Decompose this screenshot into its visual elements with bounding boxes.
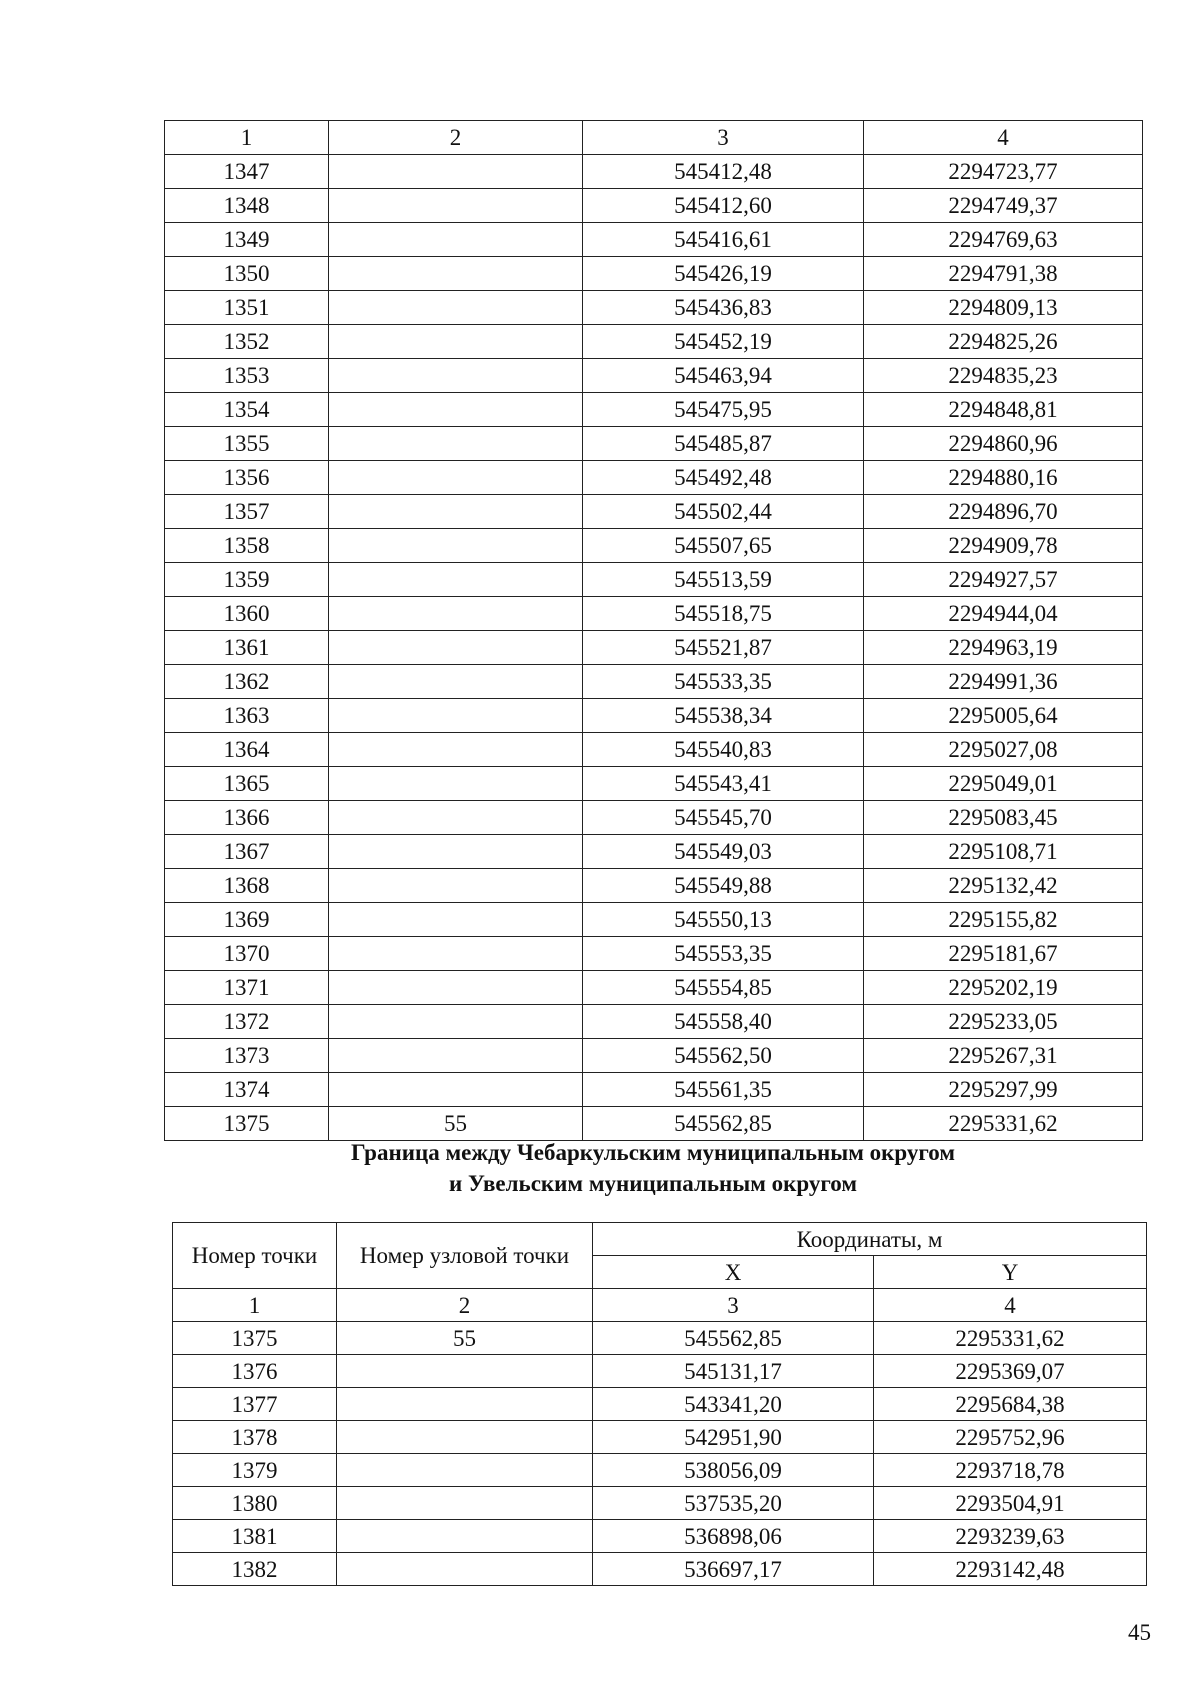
point-number-cell: 1369: [165, 903, 329, 937]
node-point-cell: [337, 1454, 593, 1487]
table-row: [165, 257, 1143, 291]
y-coordinate-cell: 2294896,70: [864, 495, 1143, 529]
y-coordinate-cell: 2293504,91: [874, 1487, 1147, 1520]
point-number-cell: 1374: [165, 1073, 329, 1107]
y-coordinate-cell: 2293142,48: [874, 1553, 1147, 1586]
node-point-cell: [329, 495, 583, 529]
point-number-cell: 1357: [165, 495, 329, 529]
table-row: [165, 801, 1143, 835]
node-point-cell: [329, 631, 583, 665]
point-number-cell: 1372: [165, 1005, 329, 1039]
table-row: [165, 461, 1143, 495]
y-coordinate-cell: 2295027,08: [864, 733, 1143, 767]
column-number: 4: [864, 121, 1143, 155]
table-row: [165, 767, 1143, 801]
page-number: 45: [1128, 1620, 1151, 1645]
point-number-cell: 1361: [165, 631, 329, 665]
table-row: [165, 699, 1143, 733]
node-point-cell: [329, 257, 583, 291]
point-number-cell: 1377: [173, 1388, 337, 1421]
x-coordinate-cell: 537535,20: [593, 1487, 874, 1520]
x-coordinate-cell: 545475,95: [583, 393, 864, 427]
y-coordinate-cell: 2294927,57: [864, 563, 1143, 597]
x-coordinate-cell: 545549,88: [583, 869, 864, 903]
table-row: [165, 495, 1143, 529]
point-number-cell: 1355: [165, 427, 329, 461]
table-row: [165, 393, 1143, 427]
x-coordinate-cell: 545436,83: [583, 291, 864, 325]
y-coordinate-cell: 2294848,81: [864, 393, 1143, 427]
y-coordinate-cell: 2295369,07: [874, 1355, 1147, 1388]
table-row: [165, 1005, 1143, 1039]
table-row: [173, 1388, 1147, 1421]
node-point-cell: [337, 1553, 593, 1586]
y-coordinate-cell: 2295233,05: [864, 1005, 1143, 1039]
table-row: [165, 291, 1143, 325]
x-coordinate-cell: 543341,20: [593, 1388, 874, 1421]
node-point-cell: [329, 223, 583, 257]
y-coordinate-cell: 2295005,64: [864, 699, 1143, 733]
column-number: 1: [165, 121, 329, 155]
node-point-cell: [337, 1520, 593, 1553]
table-row: [165, 359, 1143, 393]
y-coordinate-cell: 2294749,37: [864, 189, 1143, 223]
table-row: [173, 1520, 1147, 1553]
point-number-cell: 1348: [165, 189, 329, 223]
node-point-cell: [329, 1073, 583, 1107]
x-coordinate-cell: 538056,09: [593, 1454, 874, 1487]
node-point-cell: [329, 427, 583, 461]
point-number-cell: 1380: [173, 1487, 337, 1520]
node-point-cell: [329, 189, 583, 223]
x-coordinate-cell: 536898,06: [593, 1520, 874, 1553]
point-number-cell: 1367: [165, 835, 329, 869]
table-row: [165, 903, 1143, 937]
node-point-cell: [329, 937, 583, 971]
table-row: [173, 1421, 1147, 1454]
y-coordinate-cell: 2295331,62: [864, 1107, 1143, 1141]
node-point-cell: [329, 903, 583, 937]
x-coordinate-cell: 545538,34: [583, 699, 864, 733]
x-coordinate-cell: 545540,83: [583, 733, 864, 767]
node-point-cell: [337, 1355, 593, 1388]
x-coordinate-cell: 545518,75: [583, 597, 864, 631]
x-coordinate-cell: 545412,60: [583, 189, 864, 223]
node-point-cell: 55: [329, 1107, 583, 1141]
boundary-coordinates-table: [172, 1222, 1147, 1586]
x-coordinate-cell: 545502,44: [583, 495, 864, 529]
header-x: X: [593, 1256, 874, 1289]
x-coordinate-cell: 536697,17: [593, 1553, 874, 1586]
node-point-cell: [329, 1005, 583, 1039]
node-point-cell: [329, 597, 583, 631]
table-row: [165, 937, 1143, 971]
column-number: 3: [593, 1289, 874, 1322]
node-point-cell: [329, 563, 583, 597]
point-number-cell: 1352: [165, 325, 329, 359]
column-number: 2: [337, 1289, 593, 1322]
point-number-cell: 1356: [165, 461, 329, 495]
x-coordinate-cell: 545550,13: [583, 903, 864, 937]
x-coordinate-cell: 545507,65: [583, 529, 864, 563]
x-coordinate-cell: 545562,85: [593, 1322, 874, 1355]
column-number-row: [173, 1289, 1147, 1322]
point-number-cell: 1381: [173, 1520, 337, 1553]
table-row: [165, 427, 1143, 461]
point-number-cell: 1382: [173, 1553, 337, 1586]
y-coordinate-cell: 2294769,63: [864, 223, 1143, 257]
header-point-number: Номер точки: [173, 1223, 337, 1289]
x-coordinate-cell: 545561,35: [583, 1073, 864, 1107]
x-coordinate-cell: 545553,35: [583, 937, 864, 971]
point-number-cell: 1379: [173, 1454, 337, 1487]
point-number-cell: 1347: [165, 155, 329, 189]
table-row: [173, 1553, 1147, 1586]
x-coordinate-cell: 545463,94: [583, 359, 864, 393]
table-row: [165, 835, 1143, 869]
table-row: [165, 1073, 1143, 1107]
y-coordinate-cell: 2294991,36: [864, 665, 1143, 699]
x-coordinate-cell: 545452,19: [583, 325, 864, 359]
point-number-cell: 1358: [165, 529, 329, 563]
y-coordinate-cell: 2294963,19: [864, 631, 1143, 665]
point-number-cell: 1360: [165, 597, 329, 631]
y-coordinate-cell: 2295267,31: [864, 1039, 1143, 1073]
table-row: [165, 223, 1143, 257]
point-number-cell: 1354: [165, 393, 329, 427]
x-coordinate-cell: 545543,41: [583, 767, 864, 801]
node-point-cell: [329, 359, 583, 393]
y-coordinate-cell: 2294909,78: [864, 529, 1143, 563]
y-coordinate-cell: 2294825,26: [864, 325, 1143, 359]
y-coordinate-cell: 2294723,77: [864, 155, 1143, 189]
point-number-cell: 1350: [165, 257, 329, 291]
y-coordinate-cell: 2295202,19: [864, 971, 1143, 1005]
x-coordinate-cell: 545562,50: [583, 1039, 864, 1073]
section-heading-line: и Увельским муниципальным округом: [449, 1171, 857, 1196]
x-coordinate-cell: 545533,35: [583, 665, 864, 699]
point-number-cell: 1375: [165, 1107, 329, 1141]
node-point-cell: [329, 1039, 583, 1073]
node-point-cell: [329, 835, 583, 869]
table-row: [165, 665, 1143, 699]
point-number-cell: 1375: [173, 1322, 337, 1355]
table-row: [165, 869, 1143, 903]
point-number-cell: 1362: [165, 665, 329, 699]
x-coordinate-cell: 545492,48: [583, 461, 864, 495]
table-row: [173, 1355, 1147, 1388]
table-row: [165, 733, 1143, 767]
y-coordinate-cell: 2295132,42: [864, 869, 1143, 903]
y-coordinate-cell: 2295049,01: [864, 767, 1143, 801]
header-y: Y: [874, 1256, 1147, 1289]
table-row: [165, 1039, 1143, 1073]
column-number: 3: [583, 121, 864, 155]
y-coordinate-cell: 2295331,62: [874, 1322, 1147, 1355]
node-point-cell: [329, 325, 583, 359]
node-point-cell: [329, 529, 583, 563]
table-row: [165, 597, 1143, 631]
node-point-cell: [329, 461, 583, 495]
y-coordinate-cell: 2295083,45: [864, 801, 1143, 835]
y-coordinate-cell: 2293239,63: [874, 1520, 1147, 1553]
point-number-cell: 1353: [165, 359, 329, 393]
node-point-cell: [329, 291, 583, 325]
node-point-cell: [329, 393, 583, 427]
point-number-cell: 1378: [173, 1421, 337, 1454]
node-point-cell: [337, 1487, 593, 1520]
y-coordinate-cell: 2295297,99: [864, 1073, 1143, 1107]
node-point-cell: [329, 699, 583, 733]
point-number-cell: 1349: [165, 223, 329, 257]
column-number: 4: [874, 1289, 1147, 1322]
y-coordinate-cell: 2293718,78: [874, 1454, 1147, 1487]
x-coordinate-cell: 545545,70: [583, 801, 864, 835]
y-coordinate-cell: 2294880,16: [864, 461, 1143, 495]
point-number-cell: 1363: [165, 699, 329, 733]
node-point-cell: [329, 801, 583, 835]
x-coordinate-cell: 542951,90: [593, 1421, 874, 1454]
point-number-cell: 1373: [165, 1039, 329, 1073]
header-coordinates: Координаты, м: [593, 1223, 1147, 1256]
node-point-cell: [329, 733, 583, 767]
x-coordinate-cell: 545554,85: [583, 971, 864, 1005]
table-row: [165, 1107, 1143, 1141]
y-coordinate-cell: 2295155,82: [864, 903, 1143, 937]
coordinates-table-continued: [164, 120, 1143, 1141]
header-row: [173, 1223, 1147, 1256]
column-number-row: [165, 121, 1143, 155]
node-point-cell: [329, 767, 583, 801]
node-point-cell: 55: [337, 1322, 593, 1355]
point-number-cell: 1371: [165, 971, 329, 1005]
y-coordinate-cell: 2294809,13: [864, 291, 1143, 325]
table-row: [165, 155, 1143, 189]
header-node-point-number: Номер узловой точки: [337, 1223, 593, 1289]
column-number: 2: [329, 121, 583, 155]
x-coordinate-cell: 545521,87: [583, 631, 864, 665]
x-coordinate-cell: 545131,17: [593, 1355, 874, 1388]
table-row: [165, 325, 1143, 359]
node-point-cell: [329, 971, 583, 1005]
table-row: [165, 563, 1143, 597]
point-number-cell: 1366: [165, 801, 329, 835]
x-coordinate-cell: 545562,85: [583, 1107, 864, 1141]
table-row: [165, 189, 1143, 223]
x-coordinate-cell: 545485,87: [583, 427, 864, 461]
x-coordinate-cell: 545513,59: [583, 563, 864, 597]
point-number-cell: 1364: [165, 733, 329, 767]
y-coordinate-cell: 2294860,96: [864, 427, 1143, 461]
table-row: [173, 1454, 1147, 1487]
x-coordinate-cell: 545416,61: [583, 223, 864, 257]
y-coordinate-cell: 2295684,38: [874, 1388, 1147, 1421]
x-coordinate-cell: 545412,48: [583, 155, 864, 189]
table-row: [165, 971, 1143, 1005]
point-number-cell: 1365: [165, 767, 329, 801]
table-row: [173, 1487, 1147, 1520]
section-heading: [164, 1137, 1142, 1199]
table-row: [165, 529, 1143, 563]
x-coordinate-cell: 545558,40: [583, 1005, 864, 1039]
y-coordinate-cell: 2295181,67: [864, 937, 1143, 971]
point-number-cell: 1376: [173, 1355, 337, 1388]
table-row: [165, 631, 1143, 665]
y-coordinate-cell: 2294791,38: [864, 257, 1143, 291]
point-number-cell: 1368: [165, 869, 329, 903]
node-point-cell: [337, 1388, 593, 1421]
point-number-cell: 1370: [165, 937, 329, 971]
node-point-cell: [337, 1421, 593, 1454]
point-number-cell: 1359: [165, 563, 329, 597]
x-coordinate-cell: 545426,19: [583, 257, 864, 291]
table-row: [173, 1322, 1147, 1355]
node-point-cell: [329, 665, 583, 699]
y-coordinate-cell: 2294835,23: [864, 359, 1143, 393]
node-point-cell: [329, 155, 583, 189]
y-coordinate-cell: 2295752,96: [874, 1421, 1147, 1454]
point-number-cell: 1351: [165, 291, 329, 325]
y-coordinate-cell: 2295108,71: [864, 835, 1143, 869]
node-point-cell: [329, 869, 583, 903]
x-coordinate-cell: 545549,03: [583, 835, 864, 869]
y-coordinate-cell: 2294944,04: [864, 597, 1143, 631]
column-number: 1: [173, 1289, 337, 1322]
section-heading-line: Граница между Чебаркульским муниципальным округом: [350, 1140, 955, 1165]
